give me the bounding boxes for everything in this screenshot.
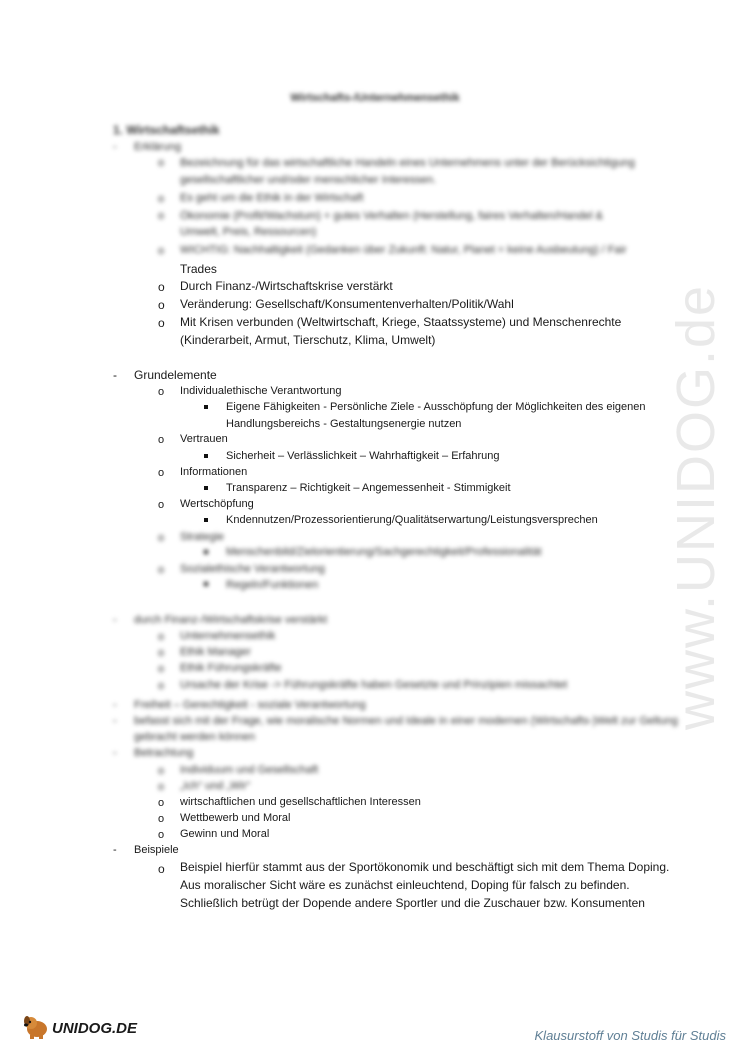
dash-bullet: - — [113, 614, 117, 626]
dash-bullet: - — [113, 844, 117, 856]
circle-bullet-icon: o — [158, 564, 165, 576]
section1-label: Erklärung — [134, 141, 182, 153]
circle-bullet-icon: o — [158, 781, 165, 793]
logo-text: UNIDOG.DE — [52, 1020, 138, 1037]
circle-bullet-icon: o — [158, 663, 165, 675]
circle-bullet-icon: o — [158, 765, 165, 777]
square-bullet-icon — [204, 518, 208, 522]
list-item: Unternehmensethik — [180, 630, 276, 642]
section4-label: Beispiele — [134, 844, 179, 856]
list-item: Gewinn und Moral — [180, 828, 270, 840]
dash-bullet: - — [113, 699, 117, 711]
circle-bullet-icon: o — [158, 532, 165, 544]
circle-bullet-icon: o — [158, 680, 165, 692]
list-item: Veränderung: Gesellschaft/Konsumentenverhalten/Politik/Wahl — [180, 297, 514, 311]
list-item: Trades — [180, 262, 217, 276]
group-detail: Kndennutzen/Prozessorientierung/Qualitätserwartung/Leistungsversprechen — [226, 514, 598, 526]
group-detail: Eigene Fähigkeiten - Persönliche Ziele - Ausschöpfung der Möglichkeiten des eigenen — [226, 401, 646, 413]
list-item: Wettbewerb und Moral — [180, 812, 291, 824]
group-name: Wertschöpfung — [180, 498, 254, 510]
circle-bullet-icon: o — [158, 157, 165, 169]
list-item: Ethik Manager — [180, 646, 251, 658]
list-item: Mit Krisen verbunden (Weltwirtschaft, Kriege, Staatssysteme) und Menschenrechte — [180, 315, 622, 329]
group-detail: Transparenz – Richtigkeit – Angemessenheit - Stimmigkeit — [226, 482, 511, 494]
paragraph-line: Beispiel hierfür stammt aus der Sportökonomik und beschäftigt sich mit dem Thema Doping. — [180, 860, 670, 874]
list-item: befasst sich mit der Frage, wie moralische Normen und Ideale in einer modernen (Wirtschafts-)Welt zur Geltung — [134, 715, 678, 727]
dash-bullet: - — [113, 747, 117, 759]
group-detail: Sicherheit – Verlässlichkeit – Wahrhaftigkeit – Erfahrung — [226, 450, 500, 462]
square-bullet-icon — [204, 550, 208, 554]
paragraph-line: Aus moralischer Sicht wäre es zunächst einleuchtend, Doping für falsch zu befinden. — [180, 878, 630, 892]
list-item: gebracht werden können — [134, 731, 256, 743]
list-item: WICHTIG: Nachhaltigkeit (Gedanken über Zukunft: Natur, Planet = keine Ausbeutung) / Fair — [180, 244, 627, 256]
circle-bullet-icon: o — [158, 647, 165, 659]
list-item: Durch Finanz-/Wirtschaftskrise verstärkt — [180, 279, 393, 293]
circle-bullet-icon: o — [158, 193, 165, 205]
section-heading: 1. Wirtschaftsethik — [113, 123, 220, 137]
list-item: Ethik Führungskräfte — [180, 662, 282, 674]
document-title: Wirtschafts-/Unternehmensethik — [290, 92, 460, 104]
group-detail: Menschenbild/Zielorientierung/Sachgerechtigkeit/Professionalität — [226, 546, 542, 558]
square-bullet-icon — [204, 486, 208, 490]
square-bullet-icon — [204, 405, 208, 409]
circle-bullet-icon: o — [158, 813, 165, 825]
circle-bullet-icon: o — [158, 386, 165, 398]
square-bullet-icon — [204, 454, 208, 458]
circle-bullet-icon: o — [158, 467, 165, 479]
group-detail: Handlungsbereichs - Gestaltungsenergie nutzen — [226, 418, 462, 430]
dash-bullet: - — [113, 368, 117, 382]
circle-bullet-icon: o — [158, 631, 165, 643]
dash-bullet: - — [113, 141, 117, 153]
dash-bullet: - — [113, 715, 117, 727]
list-item: Umwelt, Preis, Ressourcen) — [180, 226, 317, 238]
list-item: gesellschaftlicher und/oder menschlicher Interessen. — [180, 174, 437, 186]
list-item: Es geht um die Ethik in der Wirtschaft — [180, 192, 364, 204]
list-item: (Kinderarbeit, Armut, Tierschutz, Klima, Umwelt) — [180, 333, 436, 347]
circle-bullet-icon: o — [158, 245, 165, 257]
list-item: Freiheit – Gerechtigkeit - soziale Verantwortung — [134, 699, 366, 711]
list-item: Individuum und Gesellschaft — [180, 764, 319, 776]
group-name: Informationen — [180, 466, 248, 478]
group-name: Vertrauen — [180, 433, 228, 445]
list-item: Ursache der Krise -> Führungskräfte haben Gesetzte und Prinzipien missachtet — [180, 679, 568, 691]
footer-slogan: Klausurstoff von Studis für Studis — [534, 1028, 726, 1043]
list-item: „Ich“ und „Wir“ — [180, 780, 251, 792]
group-detail: Regeln/Funktionen — [226, 579, 319, 591]
list-item: Betrachtung — [134, 747, 194, 759]
dog-logo-icon — [22, 1012, 50, 1040]
circle-bullet-icon: o — [158, 298, 165, 312]
list-item: wirtschaftlichen und gesellschaftlichen Interessen — [180, 796, 421, 808]
circle-bullet-icon: o — [158, 862, 165, 876]
circle-bullet-icon: o — [158, 797, 165, 809]
circle-bullet-icon: o — [158, 829, 165, 841]
section3-label: durch Finanz-/Wirtschaftskrise verstärkt — [134, 614, 328, 626]
section2-label: Grundelemente — [134, 368, 217, 382]
paragraph-line: Schließlich betrügt der Dopende andere Sportler und die Zuschauer bzw. Konsumenten — [180, 896, 645, 910]
square-bullet-icon — [204, 582, 208, 586]
group-name: Strategie — [180, 531, 225, 543]
circle-bullet-icon: o — [158, 499, 165, 511]
list-item: Bezeichnung für das wirtschaftliche Handeln eines Unternehmens unter der Berücksichtigung — [180, 157, 635, 169]
circle-bullet-icon: o — [158, 280, 165, 294]
list-item: Ökonomie (Profit/Wachstum) + gutes Verhalten (Herstellung, faires Verhalten/Handel & — [180, 210, 603, 222]
circle-bullet-icon: o — [158, 210, 165, 222]
circle-bullet-icon: o — [158, 316, 165, 330]
watermark: www.UNIDOG.de — [666, 283, 726, 730]
group-name: Individualethische Verantwortung — [180, 385, 342, 397]
group-name: Sozialethische Verantwortung — [180, 563, 325, 575]
circle-bullet-icon: o — [158, 434, 165, 446]
